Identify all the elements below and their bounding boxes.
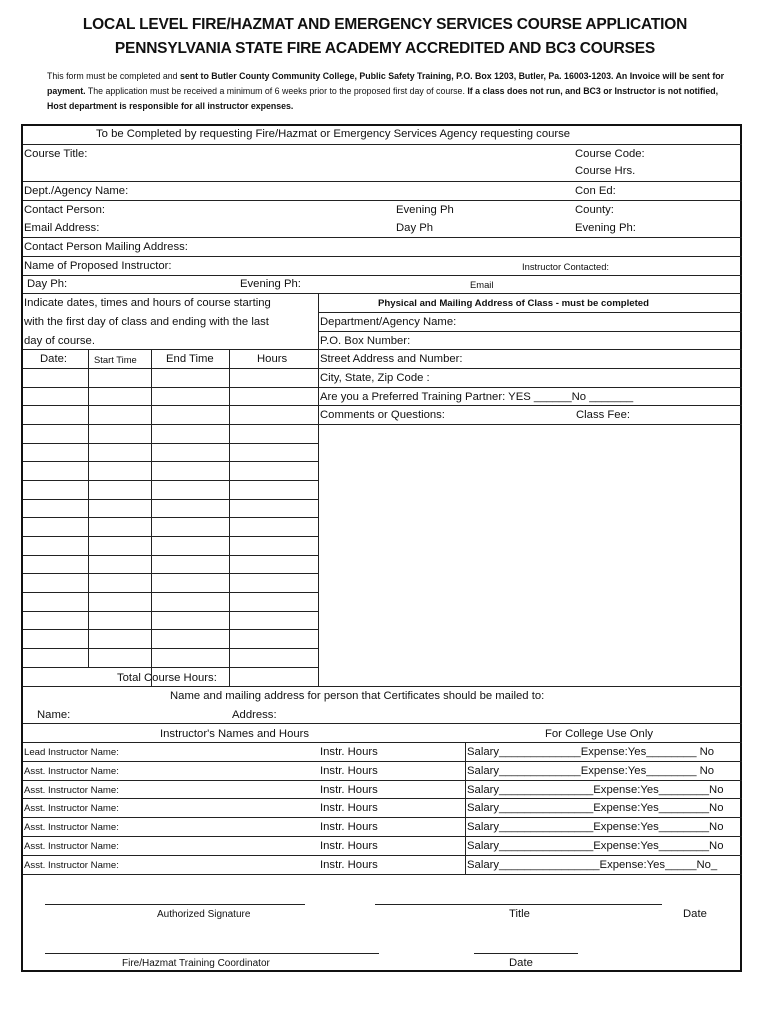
course-code-label: Course Code: [575,148,645,160]
po-box-label: P.O. Box Number: [320,335,411,347]
street-address-label: Street Address and Number: [320,353,463,365]
row-line [23,742,742,743]
instructor-name-label: Lead Instructor Name: [24,747,119,758]
row-line [23,349,742,350]
row-line [23,424,742,425]
grid-line [23,648,318,649]
indicate-dates-text: Indicate dates, times and hours of course starting [24,297,271,309]
physical-address-header: Physical and Mailing Address of Class - must be completed [378,298,649,309]
intro-part-2: sent to Butler County Community College, Public Safety Training, P.O. Box 1203, Butler, Pa. 16003-1203. An Invoice will be sent for payment. [47,71,725,96]
course-title-label: Course Title: [24,148,88,160]
salary-expense-line: Salary_____________Expense:Yes________ No [467,765,715,777]
coordinator-signature-line[interactable] [45,953,379,954]
intro-part-4: If a class does not run, and BC3 or Instructor is not notified, Host department is responsible for all instructor expenses. [47,86,719,111]
proposed-instructor-label: Name of Proposed Instructor: [24,260,172,272]
grid-line [23,629,318,630]
grid-line [23,611,318,612]
row-line [23,723,742,724]
coordinator-label: Fire/Hazmat Training Coordinator [122,958,270,969]
instructor-name-label: Asst. Instructor Name: [24,822,119,833]
total-course-hours-label: Total Course Hours: [117,672,217,684]
intro-part-1: This form must be completed and [47,71,180,81]
salary-expense-line: Salary________________Expense:Yes_____No_ [467,859,718,871]
row-line [318,331,742,332]
row-line [23,874,742,875]
class-fee-label: Class Fee: [576,409,630,421]
evening-phone-label: Evening Ph [396,204,454,216]
course-hrs-label: Course Hrs. [575,165,636,177]
form-title: LOCAL LEVEL FIRE/HAZMAT AND EMERGENCY SERVICES COURSE APPLICATION [82,16,688,33]
row-line [23,817,742,818]
grid-line [23,480,318,481]
intro-part-3: The application must be received a minimum of 6 weeks prior to the proposed first day of course. [85,86,468,96]
divider [465,742,466,874]
authorized-signature-label: Authorized Signature [157,909,251,920]
instructor-name-label: Asst. Instructor Name: [24,803,119,814]
contact-mailing-label: Contact Person Mailing Address: [24,241,188,253]
instructors-header: Instructor's Names and Hours [160,728,310,740]
date-label: Date [683,908,707,920]
instructor-email-label: Email [470,279,494,290]
instructor-day-phone-label: Day Ph: [27,278,68,290]
salary-expense-line: Salary_____________Expense:Yes________ No [467,746,715,758]
instr-hours-label: Instr. Hours [320,840,378,852]
row-line [23,256,742,257]
col-date: Date: [40,353,68,365]
row-line [23,761,742,762]
county-label: County: [575,204,614,216]
section-header: To be Completed by requesting Fire/Hazmat or Emergency Services Agency requesting course [96,128,571,140]
row-line [23,144,742,145]
preferred-partner-label: Are you a Preferred Training Partner: YES ______No _______ [320,391,634,403]
day-phone-label: Day Ph [396,222,434,234]
salary-expense-line: Salary_______________Expense:Yes________No [467,784,724,796]
comments-label: Comments or Questions: [320,409,445,421]
coordinator-date-line[interactable] [474,953,578,954]
row-line [23,387,742,388]
contact-person-label: Contact Person: [24,204,106,216]
city-state-zip-label: City, State, Zip Code : [320,372,430,384]
college-use-header: For College Use Only [545,728,653,740]
col-start-time: Start Time [94,354,137,365]
grid-col [151,349,152,686]
email-address-label: Email Address: [24,222,100,234]
row-line [23,405,742,406]
col-hours: Hours [257,353,288,365]
grid-line [23,573,318,574]
row-line [23,836,742,837]
row-line [318,312,742,313]
indicate-dates-text: with the first day of class and ending with the last [24,316,269,328]
col-end-time: End Time [166,353,214,365]
instructor-evening-phone-label: Evening Ph: [240,278,301,290]
grid-col [229,349,230,686]
department-agency-name-label: Department/Agency Name: [320,316,457,328]
row-line [23,798,742,799]
row-line [23,368,742,369]
instr-hours-label: Instr. Hours [320,765,378,777]
title-label: Title [509,908,530,920]
row-line [23,275,742,276]
con-ed-label: Con Ed: [575,185,616,197]
instr-hours-label: Instr. Hours [320,859,378,871]
instructor-name-label: Asst. Instructor Name: [24,766,119,777]
instructions-text [47,69,733,114]
salary-expense-line: Salary_______________Expense:Yes________No [467,840,724,852]
row-line [23,686,742,687]
dept-agency-label: Dept./Agency Name: [24,185,129,197]
certificates-label: Name and mailing address for person that Certificates should be mailed to: [170,690,545,702]
salary-expense-line: Salary_______________Expense:Yes________No [467,802,724,814]
instr-hours-label: Instr. Hours [320,784,378,796]
grid-line [23,555,318,556]
coordinator-date-label: Date [509,957,533,969]
row-line [23,181,742,182]
salary-expense-line: Salary_______________Expense:Yes________No [467,821,724,833]
cert-name-label: Name: [37,709,71,721]
grid-line [23,592,318,593]
cert-address-label: Address: [232,709,277,721]
instructor-name-label: Asst. Instructor Name: [24,860,119,871]
title-signature-line[interactable] [375,904,662,905]
instr-hours-label: Instr. Hours [320,802,378,814]
row-line [23,293,742,294]
grid-line [23,517,318,518]
row-line [23,855,742,856]
row-line [23,780,742,781]
instructor-name-label: Asst. Instructor Name: [24,785,119,796]
grid-line [23,443,318,444]
divider [318,293,319,686]
grid-line [23,667,318,668]
grid-col [88,349,89,667]
form-subtitle: PENNSYLVANIA STATE FIRE ACADEMY ACCREDITED AND BC3 COURSES [114,40,656,57]
instr-hours-label: Instr. Hours [320,821,378,833]
row-line [23,237,742,238]
grid-line [23,536,318,537]
indicate-dates-text: day of course. [24,335,95,347]
authorized-signature-line[interactable] [45,904,305,905]
evening-phone-right-label: Evening Ph: [575,222,636,234]
instructor-contacted-label: Instructor Contacted: [522,261,610,272]
instructor-name-label: Asst. Instructor Name: [24,841,119,852]
row-line [23,200,742,201]
grid-line [23,499,318,500]
instr-hours-label: Instr. Hours [320,746,378,758]
grid-line [23,461,318,462]
